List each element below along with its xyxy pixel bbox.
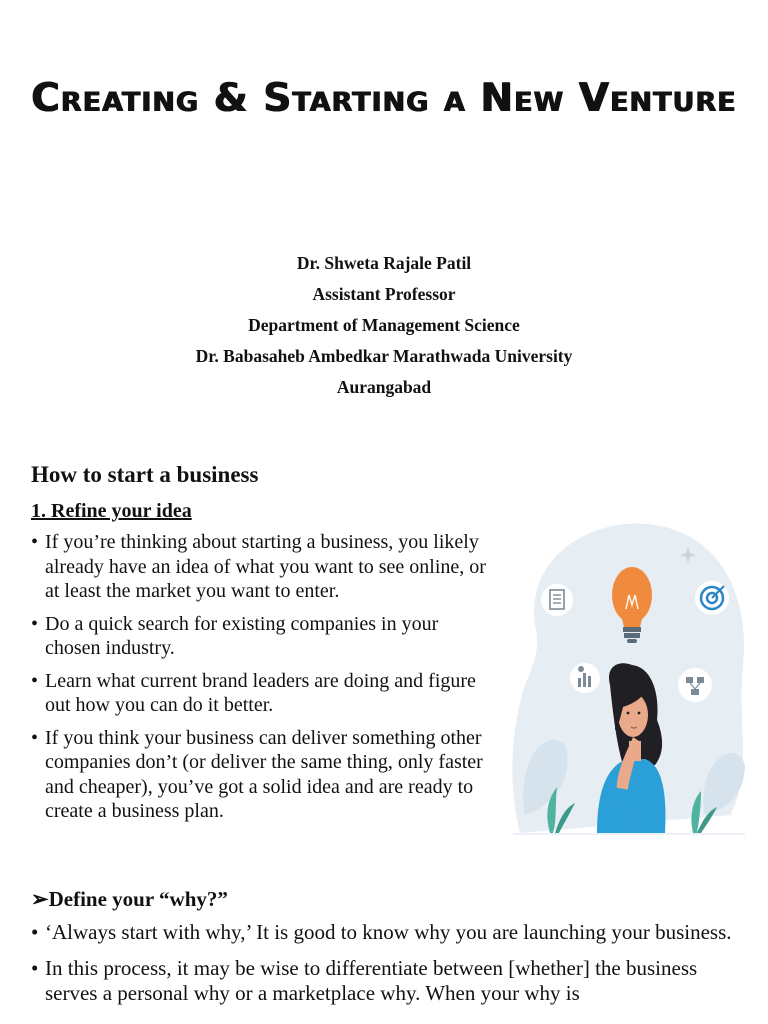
list-item [31, 956, 746, 1007]
bullet-marker: • [31, 669, 39, 692]
arrow-bullet-icon: ➢ [31, 887, 49, 911]
list-item-text: Do a quick search for existing companies in your chosen industry. [45, 612, 439, 659]
chart-icon [570, 663, 600, 693]
bullet-marker: • [31, 531, 39, 553]
refine-idea-list [31, 530, 491, 832]
author-name: Dr. Shweta Rajale Patil [296, 253, 472, 273]
list-item [31, 612, 491, 661]
flowchart-icon [678, 668, 712, 702]
list-item [31, 530, 491, 604]
list-item-text: ‘Always start with why,’ It is good to know why you are launching your business. [45, 920, 732, 944]
bullet-marker: • [31, 612, 39, 635]
author-city: Aurangabad [336, 377, 432, 397]
section-subheading: 1. Refine your idea [31, 500, 192, 522]
author-position: Assistant Professor [312, 284, 456, 304]
author-block [0, 248, 768, 403]
thinking-woman-illustration [505, 515, 753, 837]
author-university: Dr. Babasaheb Ambedkar Marathwada University [195, 346, 573, 366]
why-heading-text: Define your “why?” [48, 887, 228, 911]
document-icon [541, 584, 573, 616]
list-item [31, 726, 491, 824]
why-list [31, 920, 746, 1017]
bullet-marker: • [31, 955, 39, 980]
document-title: Creating & Starting a New Venture [31, 76, 737, 121]
author-department: Department of Management Science [248, 315, 520, 335]
why-heading [31, 885, 228, 913]
section-heading: How to start a business [31, 462, 259, 487]
list-item [31, 920, 746, 946]
bullet-marker: • [31, 726, 39, 749]
list-item-text: In this process, it may be wise to differentiate between [whether] the business serves a personal why or a marketplace why. When your why is [45, 955, 698, 1005]
target-icon [695, 581, 729, 615]
list-item-text: If you’re thinking about starting a business, you likely already have an idea of what you want to see online, or at least the market you want to enter. [45, 531, 486, 602]
list-item-text: If you think your business can deliver something other companies don’t (or deliver the same thing, only faster and cheaper), you’ve got a solid idea and are ready to create a business plan. [45, 726, 483, 822]
list-item [31, 669, 491, 718]
bullet-marker: • [31, 920, 39, 944]
list-item-text: Learn what current brand leaders are doing and figure out how you can do it better. [45, 669, 476, 716]
